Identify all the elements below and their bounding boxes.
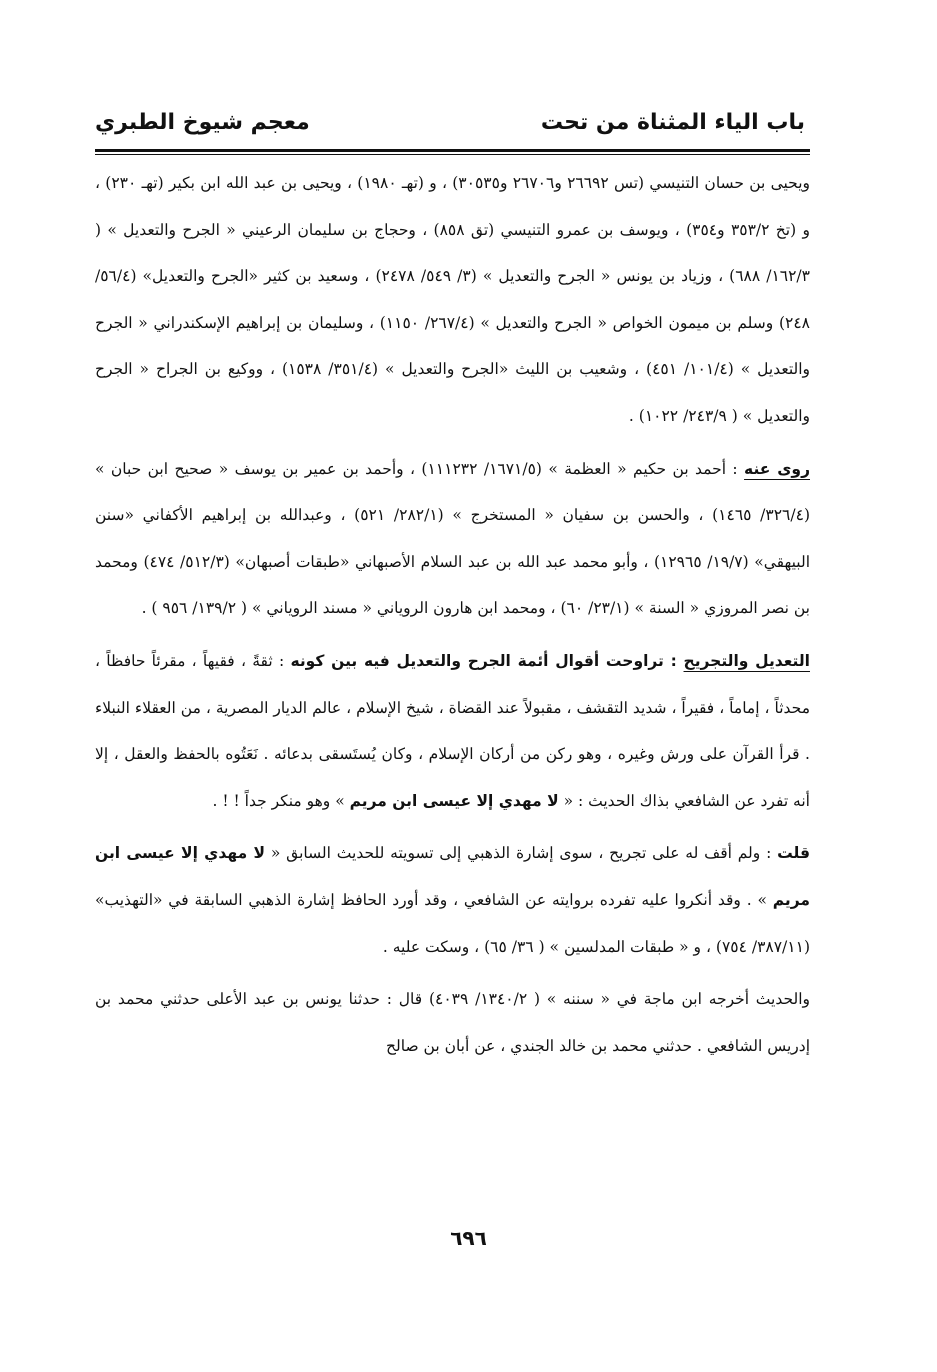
section-title: باب الياء المثناة من تحت — [540, 109, 805, 135]
paragraph-text: : ولم أقف له على تجريح ، سوى إشارة الذهبي إلى تسويته للحديث السابق « — [265, 844, 778, 863]
paragraph-text-end: » وهو منكر جداً ! ! . — [212, 791, 350, 810]
body-text — [95, 160, 810, 1069]
paragraph-students — [95, 446, 810, 632]
section-heading-students: روى عنه — [744, 459, 810, 478]
paragraph-text: ويحيى بن حسان التنيسي (تس ٢٦٦٩٢ و٢٦٧٠٦ و٣٠٥٣٥) ، و (تهـ ١٩٨٠) ، ويحيى بن عبد الله ابن بكير (تهـ ٢٣٠) ، و (تخ ٣٥٣/٢ و٣٥٤) ، ويوسف بن عمرو التنيسي (تق ٨٥٨) ، وحجاج بن سليمان الرعيني « الجرح والتعديل » ( ١٦٢/٣/ ٦٨٨) ، وزياد بن يونس « الجرح والتعديل » (٣/ ٥٤٩/ ٢٤٧٨) ، وسعيد بن كثير «الجرح والتعديل» (٥٦/٤/ ٢٤٨) وسلم بن ميمون الخواص « الجرح والتعديل » (٢٦٧/٤/ ١١٥٠) ، وسليمان بن إبراهيم الإسكندراني « الجرح والتعديل » (١٠١/٤/ ٤٥١) ، وشعيب بن الليث «الجرح والتعديل » (٣٥١/٤/ ١٥٣٨) ، ووكيع بن الجراح « الجرح والتعديل » ( ٢٤٣/٩/ ١٠٢٢) . — [95, 174, 811, 425]
paragraph-author-note — [95, 830, 810, 970]
hadith-quote: لا مهدي إلا عيسى ابن مريم — [95, 844, 810, 909]
running-header — [95, 100, 805, 144]
paragraph-text-end: » . وقد أنكروا عليه تفرده بروايته عن الشافعي ، وقد أورد الحافظ إشارة الذهبي السابقة في «التهذيب» (٣٨٧/١١/ ٧٥٤) ، و « طبقات المدلسين » ( ٣٦/ ٦٥) ، وسكت عليه . — [95, 890, 810, 956]
header-rule-thin — [95, 154, 810, 155]
paragraph-teachers — [95, 160, 810, 440]
section-heading-evaluation: التعديل والتجريح — [683, 651, 810, 670]
paragraph-hadith-source — [95, 976, 810, 1069]
hadith-quote: لا مهدي إلا عيسى ابن مريم — [349, 791, 559, 810]
paragraph-text: والحديث أخرجه ابن ماجة في « سننه » ( ١٣٤٠/٢/ ٤٠٣٩) قال : حدثنا يونس بن عبد الأعلى حدثني محمد بن إدريس الشافعي . حدثني محمد بن خالد الجندي ، عن أبان بن صالح — [95, 990, 810, 1055]
paragraph-evaluation — [95, 638, 810, 824]
section-heading-note: قلت — [777, 844, 811, 863]
paragraph-text: : أحمد بن حكيم « العظمة » (١٦٧١/٥/ ١١١٢٣٢) ، وأحمد بن عمير بن يوسف « صحيح ابن حبان » (٣٢٦/٤/ ١٤٦٥) ، والحسن بن سفيان « المستخرج » (٢٨٢/١/ ٥٢١) ، وعبدالله بن إبراهيم الأكفاني «سنن البيهقي» (١٩/٧/ ١٢٩٦٥) ، وأبو محمد عبد الله بن عبد السلام الأصبهاني «طبقات أصبهان» (٥١٢/٣/ ٤٧٤) ومحمد بن نصر المروزي « السنة » (٢٣/١/ ٦٠) ، ومحمد ابن هارون الروياني « مسند الروياني » ( ١٣٩/٢/ ٩٥٦ ) . — [95, 459, 811, 618]
header-rule-thick — [95, 149, 810, 152]
book-title: معجم شيوخ الطبري — [95, 109, 310, 135]
paragraph-text: : ثقةً ، فقيهاً ، مقرئاً حافظاً ، محدثاً ، إماماً ، فقيراً ، شديد التقشف ، مقبولاً عند القضاة ، شيخ الإسلام ، عالم الديار المصرية ، من العقلاء النبلاء . قرأ القرآن على ورش وغيره ، وهو ركن من أركان الإسلام ، وكان يُستَسقى بدعائه . نَعَتُوه بالحفظ والعقل ، إلا أنه تفرد عن الشافعي بذاك الحديث : « — [95, 651, 810, 810]
page-number: ٦٩٦ — [450, 1226, 487, 1250]
evaluation-intro: : تراوحت أقوال أئمة الجرح والتعديل فيه بين كونه — [290, 651, 684, 670]
